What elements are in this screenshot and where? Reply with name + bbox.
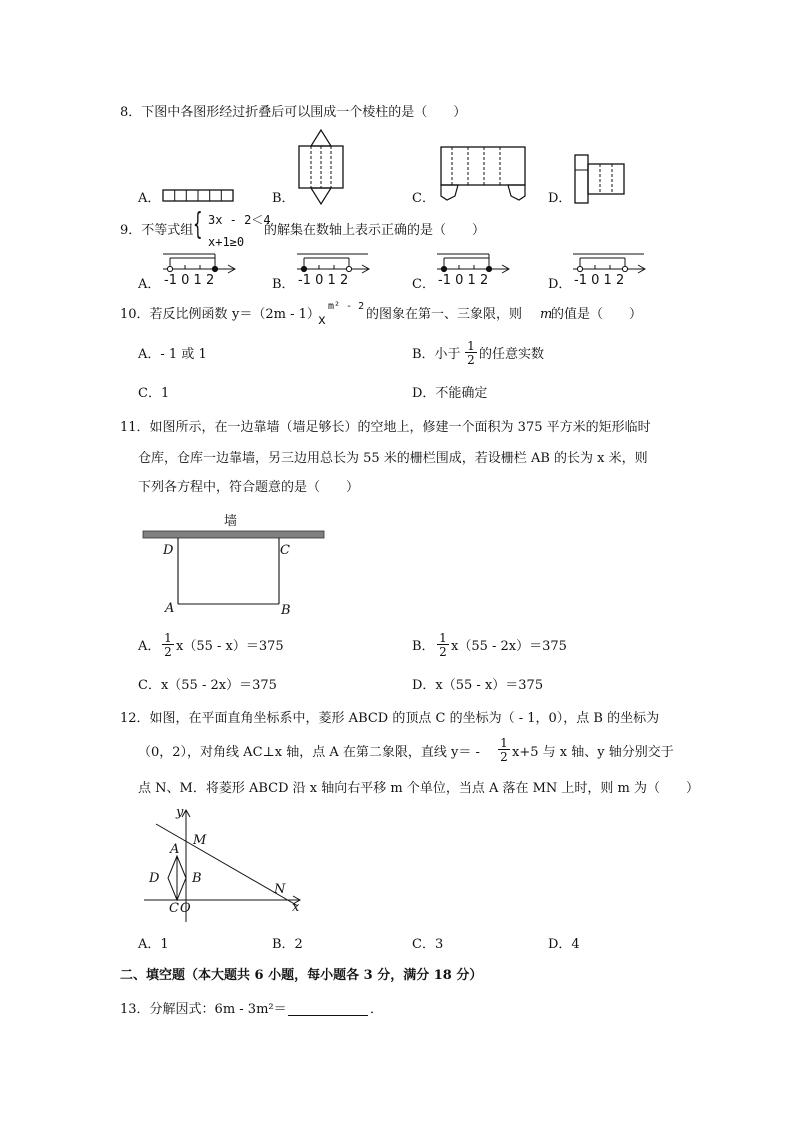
tick-label: 2 — [205, 273, 215, 288]
q10-option-a: A．- 1 或 1 — [138, 347, 207, 362]
q11-option-b-label: B． — [412, 639, 435, 654]
tick-label: -1 — [298, 273, 311, 288]
q12-label-y: y — [176, 805, 184, 820]
q10-stem-suffix: 的图象在第一、三象限，则 — [366, 307, 523, 322]
q10-exponent: m² - 2 — [328, 301, 365, 312]
q10-stem-end: 的值是（ ） — [551, 307, 643, 322]
q13-answer-blank[interactable] — [288, 1015, 368, 1016]
q11-option-c: C．x（55 - 2x）＝375 — [138, 678, 277, 693]
q12-option-d: D．4 — [548, 937, 580, 952]
q9-ineq1: 3x - 2＜4 — [208, 213, 271, 227]
tick-label: 0 — [181, 273, 190, 288]
tick-label: 1 — [327, 273, 336, 288]
q8-figure-a — [160, 186, 236, 204]
q9-stem-suffix: 的解集在数轴上表示正确的是（ ） — [264, 223, 486, 238]
q12-option-b: B．2 — [272, 937, 303, 952]
q12-label-x: x — [292, 900, 300, 915]
q12-label-a: A — [170, 842, 180, 857]
tick-label: 1 — [467, 273, 476, 288]
q12-label-o: O — [180, 901, 191, 916]
q9-option-c-label: C． — [412, 277, 435, 292]
q10-var: m — [540, 307, 553, 322]
q9-numberline-d — [570, 252, 650, 274]
q9-ticks-b — [298, 274, 348, 287]
section2-title: 二、填空题（本大题共 6 小题，每小题各 3 分，满分 18 分） — [120, 968, 483, 983]
q12-line2-prefix: （0，2），对角线 AC⊥x 轴，点 A 在第二象限，直线 y＝ - — [138, 745, 480, 760]
q11-line1: 11．如图所示，在一边靠墙（墙足够长）的空地上，修建一个面积为 375 平方米的矩形临时 — [120, 420, 651, 435]
q10-option-b-fraction — [465, 340, 477, 366]
q9-stem-prefix: 9．不等式组 — [120, 223, 194, 238]
q12-label-d: D — [149, 871, 160, 886]
q11-option-d: D．x（55 - x）＝375 — [412, 678, 544, 693]
tick-label: 2 — [339, 273, 349, 288]
q12-label-b: B — [192, 871, 202, 886]
q9-numberline-b — [294, 252, 374, 274]
denominator: 2 — [439, 645, 447, 659]
q11-label-b: B — [281, 603, 291, 618]
q12-line3: 点 N、M．将菱形 ABCD 沿 x 轴向右平移 m 个单位，当点 A 落在 MN 上时，则 m 为（ ） — [138, 781, 700, 796]
q10-option-b-prefix: B．小于 — [412, 347, 461, 362]
q11-figure — [140, 528, 330, 610]
denominator: 2 — [467, 353, 475, 367]
tick-label: 0 — [591, 273, 600, 288]
q10-function: y＝（2m - 1） — [232, 307, 320, 322]
q12-line2-suffix: x+5 与 x 轴、y 轴分别交于 — [512, 745, 674, 760]
denominator: 2 — [164, 645, 172, 659]
tick-label: 0 — [315, 273, 324, 288]
tick-label: 2 — [615, 273, 625, 288]
q11-line2: 仓库，仓库一边靠墙，另三边用总长为 55 米的栅栏围成，若设栅栏 AB 的长为 x 米，则 — [138, 451, 648, 466]
q12-line1: 12．如图，在平面直角坐标系中，菱形 ABCD 的顶点 C 的坐标为（ - 1，0），点 B 的坐标为 — [120, 711, 660, 726]
q9-ineq2: x+1≥0 — [208, 235, 245, 249]
q10-option-d: D．不能确定 — [412, 386, 488, 401]
q8-figure-d — [570, 150, 630, 208]
q12-label-c: C — [169, 901, 179, 916]
q11-wall-label: 墙 — [224, 514, 238, 529]
q11-option-a-label: A． — [138, 639, 161, 654]
q12-label-n: N — [274, 882, 286, 897]
q11-option-b-fraction — [437, 632, 449, 658]
tick-label: 2 — [479, 273, 489, 288]
q9-numberline-c — [434, 252, 514, 274]
q12-line2-fraction — [498, 737, 510, 763]
q9-option-d-label: D． — [548, 277, 572, 292]
q9-ticks-d — [574, 274, 624, 287]
tick-label: 1 — [603, 273, 612, 288]
tick-label: 0 — [455, 273, 464, 288]
q9-ticks-c — [438, 274, 488, 287]
q12-option-c: C．3 — [412, 937, 444, 952]
numerator: 1 — [162, 632, 174, 645]
q9-numberline-a — [160, 252, 240, 274]
q12-figure — [140, 802, 310, 928]
q8-option-d-label: D． — [548, 191, 572, 206]
q9-brace: { — [193, 207, 203, 242]
q8-figure-c — [434, 140, 534, 206]
tick-label: 1 — [193, 273, 202, 288]
q11-option-a-rest: x（55 - x）＝375 — [176, 639, 284, 654]
q11-line3: 下列各方程中，符合题意的是（ ） — [138, 480, 360, 495]
q11-option-b-rest: x（55 - 2x）＝375 — [451, 639, 567, 654]
q13-end: ． — [370, 1002, 384, 1017]
q8-stem: 8．下图中各图形经过折叠后可以围成一个棱柱的是（ ） — [120, 105, 467, 120]
q10-option-b-suffix: 的任意实数 — [479, 347, 545, 362]
q9-ticks-a — [164, 274, 214, 287]
denominator: 2 — [500, 750, 508, 764]
numerator: 1 — [465, 340, 477, 353]
tick-label: -1 — [164, 273, 177, 288]
tick-label: -1 — [574, 273, 587, 288]
q9-option-a-label: A． — [138, 277, 161, 292]
q13-stem: 13．分解因式：6m - 3m²＝ — [120, 1002, 287, 1017]
q8-option-b-label: B． — [272, 191, 295, 206]
q11-option-a-fraction — [162, 632, 174, 658]
q8-option-a-label: A． — [138, 191, 161, 206]
q11-label-d: D — [163, 543, 174, 558]
q10-stem-prefix: 10．若反比例函数 — [120, 307, 228, 322]
q10-base: x — [318, 313, 326, 328]
q9-option-b-label: B． — [272, 277, 295, 292]
numerator: 1 — [437, 632, 449, 645]
q11-label-c: C — [280, 543, 290, 558]
q8-option-c-label: C． — [412, 191, 435, 206]
tick-label: -1 — [438, 273, 451, 288]
q12-label-m: M — [193, 833, 207, 848]
q8-figure-b — [295, 128, 347, 208]
q10-option-c: C．1 — [138, 386, 170, 401]
numerator: 1 — [498, 737, 510, 750]
q12-option-a: A．1 — [138, 937, 169, 952]
q11-label-a: A — [165, 601, 175, 616]
